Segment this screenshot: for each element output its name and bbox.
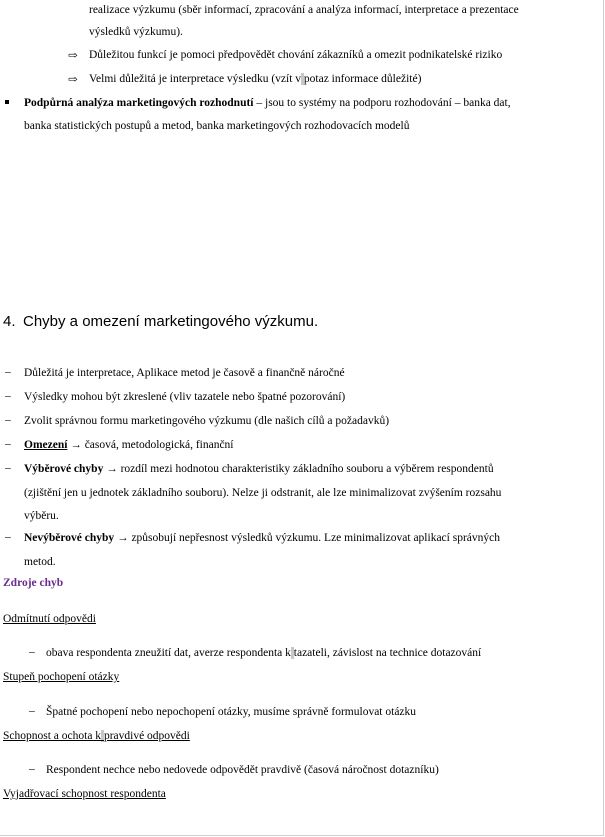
support-term: Podpůrná analýza marketingových rozhodnutí (24, 97, 254, 109)
dash-bullet: – (5, 462, 11, 474)
sources-title: Zdroje chyb (3, 577, 64, 589)
dash-bullet: – (5, 531, 11, 543)
list-item: Výsledky mohou být zkreslené (vliv tazatele nebo špatné pozorování) (24, 391, 346, 403)
section-number: 4. (3, 313, 16, 330)
dash-bullet: – (5, 414, 11, 426)
support-description: – jsou to systémy na podporu rozhodování – banka dat, (253, 97, 511, 109)
sources-heading-2: Stupeň pochopení otázky (3, 671, 120, 683)
support-line-2: banka statistických postupů a metod, banka marketingových rozhodovacích modelů (24, 120, 410, 132)
arrow-bullet-icon: ⇨ (68, 50, 78, 62)
sources-detail-1-part-a: obava respondenta zneužití dat, averze respondenta k (46, 647, 291, 659)
arrow-item-2 (89, 72, 421, 86)
arrow-item-2-part-b: potaz informace důležité) (303, 73, 422, 85)
dash-bullet: – (5, 366, 11, 378)
sampling-errors-description: → rozdíl mezi hodnotou charakteristiky základního souboru a výběrem respondentů (103, 463, 494, 475)
dash-bullet: – (29, 763, 35, 775)
continuation-line-2: výsledků výzkumu). (89, 26, 183, 38)
non-sampling-errors-description: → způsobují nepřesnost výsledků výzkumu. Lze minimalizovat aplikací správných (114, 532, 500, 544)
square-bullet-icon (5, 100, 9, 104)
sources-heading-4: Vyjadřovací schopnost respondenta (3, 788, 166, 800)
sources-heading-3 (3, 729, 190, 743)
continuation-line-1: realizace výzkumu (sběr informací, zpracování a analýza informací, interpretace a prezentace (89, 4, 519, 16)
sources-heading-3-part-a: Schopnost a ochota k (3, 730, 102, 742)
sources-detail-2: Špatné pochopení nebo nepochopení otázky, musíme správně formulovat otázku (46, 706, 417, 718)
sampling-errors-term: Výběrové chyby (24, 463, 104, 475)
dash-bullet: – (5, 390, 11, 402)
arrow-item-1: Důležitou funkcí je pomoci předpovědět chování zákazníků a omezit podnikatelské riziko (89, 49, 503, 61)
arrow-item-2-part-a: Velmi důležitá je interpretace výsledku (vzít v (89, 73, 302, 85)
sampling-errors-line-3: výběru. (24, 510, 59, 522)
arrow-bullet-icon: ⇨ (68, 74, 78, 86)
sources-heading-3-part-b: pravdivé odpovědi (103, 730, 190, 742)
sampling-errors-line-2: (zjištění jen u jednotek základního souboru). Nelze ji odstranit, ale lze minimalizovat zvýšením rozsahu (24, 487, 502, 499)
list-item (24, 438, 234, 452)
section-heading (3, 313, 318, 330)
support-item (24, 96, 511, 110)
dash-bullet: – (29, 705, 35, 717)
dash-bullet: – (29, 646, 35, 658)
limits-description: → časová, metodologická, finanční (67, 439, 234, 451)
non-sampling-errors-line-2: metod. (24, 556, 56, 568)
list-item (24, 462, 494, 476)
non-sampling-errors-term: Nevýběrové chyby (24, 532, 115, 544)
list-item (24, 531, 500, 545)
sources-detail-1-part-b: tazateli, závislost na technice dotazování (293, 647, 482, 659)
sources-detail-1 (46, 646, 481, 660)
list-item: Zvolit správnou formu marketingového výzkumu (dle našich cílů a požadavků) (24, 415, 390, 427)
dash-bullet: – (5, 438, 11, 450)
section-title: Chyby a omezení marketingového výzkumu. (23, 313, 319, 330)
sources-heading-1: Odmítnutí odpovědi (3, 613, 96, 625)
limits-term: Omezení (24, 439, 68, 451)
list-item: Důležitá je interpretace, Aplikace metod je časově a finančně náročné (24, 367, 345, 379)
sources-detail-3: Respondent nechce nebo nedovede odpovědět pravdivě (časová náročnost dotazníku) (46, 764, 439, 776)
